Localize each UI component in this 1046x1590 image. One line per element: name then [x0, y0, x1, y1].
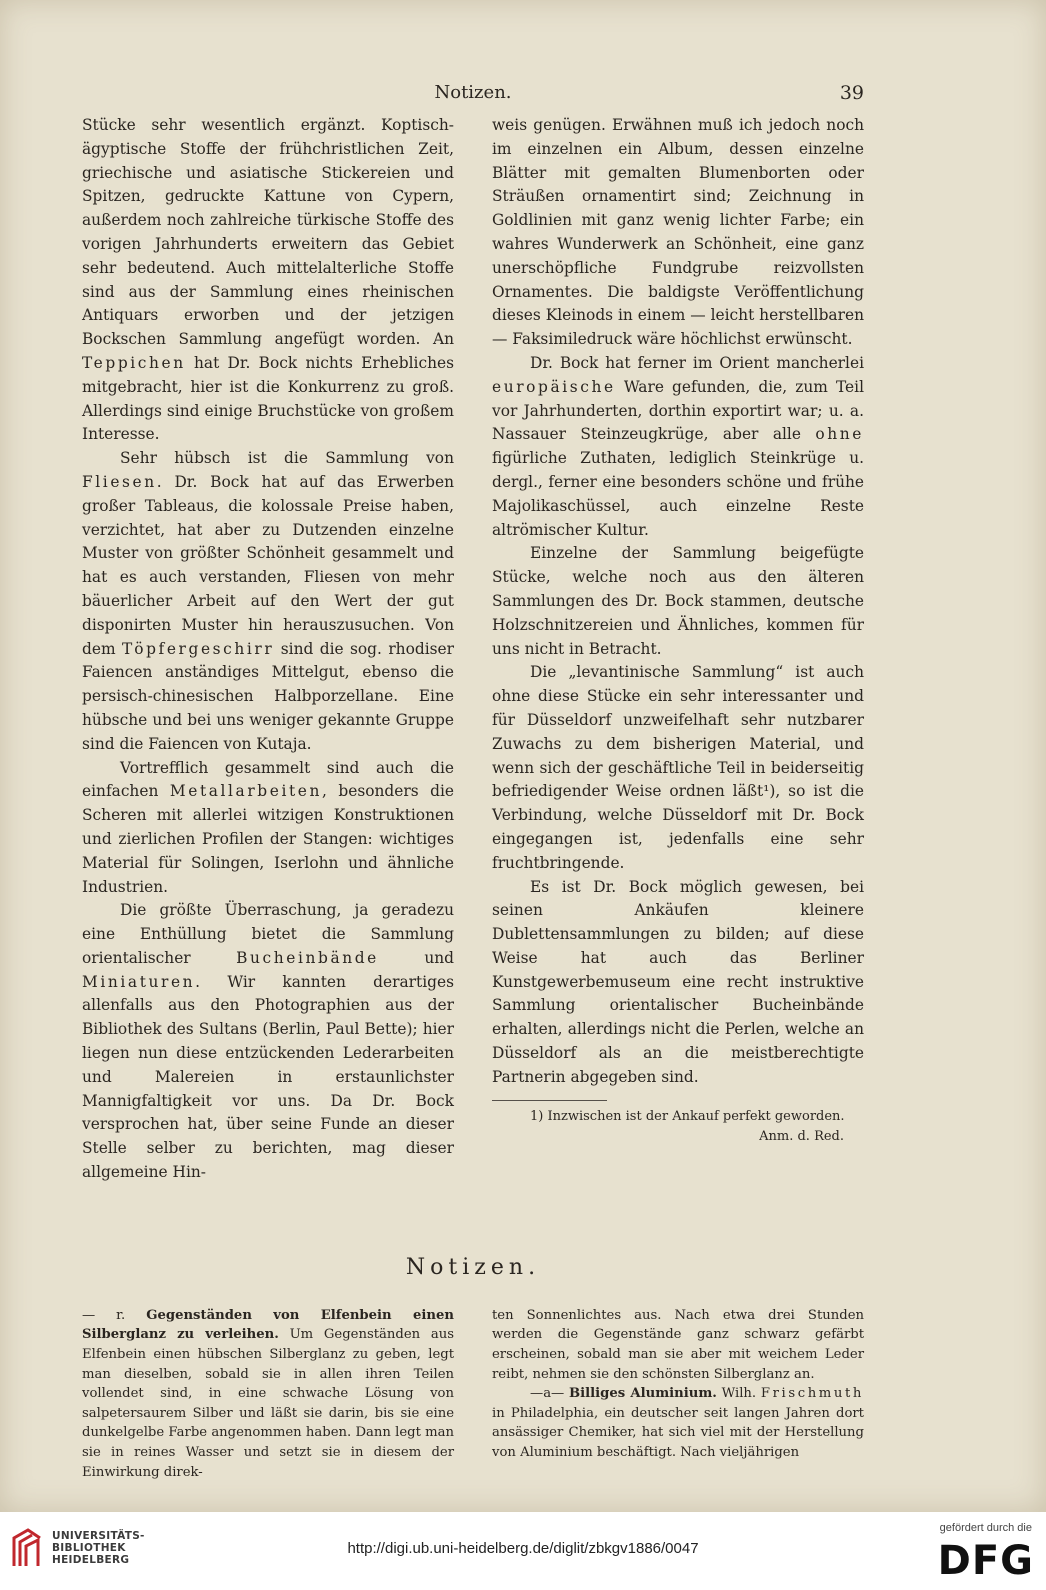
paragraph: — r. Gegenständen von Elfenbein einen Silberglanz zu verleihen. Um Gegenständen aus Elfenbein einen hübschen Silberglanz zu geben, legt man dieselben, sobald sie in allen ihren Teilen vollendet sind, in eine schwache Lösung von salpetersaurem Silber und läßt sie darin, bis sie eine dunkelgelbe Farbe angenommen haben. Dann legt man sie in reines Wasser und setzt sie in diesem der Einwirkung direk- — [82, 1307, 454, 1480]
lead-heading: Gegenständen von Elfenbein einen Silberglanz zu verleihen. — [82, 1307, 454, 1343]
paragraph: Stücke sehr wesentlich ergänzt. Koptisch-ägyptische Stoffe der frühchristlichen Zeit, griechische und asiatische Stickereien und Spitzen, gedruckte Kattune von Cypern, außerdem noch zahlreiche türkische Stoffe des vorigen Jahrhunderts erweitern das Gebiet sehr bedeutend. Auch mittelalterliche Stoffe sind aus der Sammlung eines rheinischen Antiquars erworben und der jetzigen Bockschen Sammlung angefügt worden. An Teppichen hat Dr. Bock nichts Erhebliches mitgebracht, hier ist die Konkurrenz zu groß. Allerdings sind einige Bruchstücke von großem Interesse. — [82, 116, 454, 444]
spaced-emphasis: Metallarbeiten — [169, 782, 322, 801]
spaced-emphasis: ohne — [815, 425, 864, 444]
notizen-left-column — [82, 1306, 454, 1482]
page-number: 39 — [839, 82, 864, 104]
running-head — [82, 78, 864, 108]
notizen-columns — [82, 1306, 864, 1482]
permalink-url[interactable]: http://digi.ub.uni-heidelberg.de/diglit/zbkgv1886/0047 — [347, 1540, 699, 1557]
funded-by-label: gefördert durch die — [939, 1522, 1032, 1534]
article-left-column — [82, 114, 454, 1185]
spaced-emphasis: Bucheinbände — [236, 948, 379, 967]
footnote: 1) Inzwischen ist der Ankauf perfekt geworden. — [530, 1108, 845, 1124]
lead-heading: Billiges Aluminium. — [569, 1386, 717, 1402]
dfg-logo[interactable]: DFG — [937, 1538, 1034, 1584]
institution-line-2: BIBLIOTHEK — [52, 1542, 126, 1554]
spaced-emphasis: Teppichen — [82, 353, 186, 372]
spaced-emphasis: europäische — [492, 377, 616, 396]
footer-bar — [0, 1512, 1046, 1590]
article-right-column-wrap — [492, 114, 864, 1185]
footnote-signature: Anm. d. Red. — [759, 1128, 844, 1144]
paragraph: Vortrefflich gesammelt sind auch die einfachen Metallarbeiten, besonders die Scheren mit allerlei witzigen Konstruktionen und zierlichen Profilen der Stangen: wichtiges Material für Solingen, Iserlohn und ähnliche Industrien. — [82, 758, 454, 896]
notizen-right-column — [492, 1306, 864, 1482]
spaced-emphasis: Fliesen — [82, 472, 157, 491]
spaced-emphasis: Miniaturen — [82, 972, 196, 991]
paragraph: Die größte Überraschung, ja geradezu eine Enthüllung bietet die Sammlung orientalischer Bucheinbände und Miniaturen. Wir kannten derartiges allenfalls aus den Photographien aus der Bibliothek des Sultans (Berlin, Paul Bette); hier liegen nun diese entzückenden Lederarbeiten und Malereien in erstaunlichster Mannigfaltigkeit vor uns. Da Dr. Bock versprochen hat, über seine Funde an dieser Stelle selber zu berichten, mag dieser allgemeine Hin- — [82, 901, 454, 1182]
footnote-rule — [492, 1100, 607, 1101]
paragraph: ten Sonnenlichtes aus. Nach etwa drei Stunden werden die Gegenstände ganz schwarz gefärbt erscheinen, sobald man sie aber mit weichem Leder reibt, nehmen sie den schönsten Silberglanz an. — [492, 1307, 864, 1382]
paragraph: Sehr hübsch ist die Sammlung von Fliesen. Dr. Bock hat auf das Erwerben großer Tableaus, die kolossale Preise haben, verzichtet, hat aber zu Dutzenden einzelne Muster von größter Schönheit gesammelt und hat es auch verstanden, Fliesen von mehr bäuerlicher Arbeit auf den Wert der gut disponirten Muster hin herauszusuchen. Von dem Töpfergeschirr sind die sog. rhodiser Faiencen anständiges Mittelgut, ebenso die persisch-chinesischen Halbporzellane. Eine hübsche und bei uns weniger gekannte Gruppe sind die Faiencen von Kutaja. — [82, 449, 454, 753]
paragraph: Dr. Bock hat ferner im Orient mancherlei europäische Ware gefunden, die, zum Teil vor Jahrhunderten, dorthin exportirt war; u. a. Nassauer Steinzeugkrüge, aber alle ohne figürliche Zuthaten, lediglich Steinkrüge u. dergl., ferner eine besonders schöne und frühe Majolikaschüssel, auch einzelne Reste altrömischer Kultur. — [492, 353, 864, 539]
article-columns — [82, 114, 864, 1185]
paragraph: Es ist Dr. Bock möglich gewesen, bei seinen Ankäufen kleinere Dublettensammlungen zu bilden; auf diese Weise hat auch das Berliner Kunstgewerbemuseum eine recht instruktive Sammlung orientalischer Bucheinbände erhalten, allerdings nicht die Perlen, welche an Düsseldorf als an die meistberechtigte Partnerin abgegeben sind. — [492, 877, 864, 1086]
section-heading: Notizen. — [405, 1254, 541, 1280]
article-right-column — [492, 114, 864, 1090]
paragraph: weis genügen. Erwähnen muß ich jedoch noch im einzelnen ein Album, dessen einzelne Blätter mit gemalten Blumenborten oder Sträußen ornamentirt sind; Zeichnung in Goldlinien mit ganz wenig lichter Farbe; ein wahres Wunderwerk an Schönheit, eine ganz unerschöpfliche Fundgrube reizvollsten Ornamentes. Die baldigste Veröffentlichung dieses Kleinods in einem — leicht herstellbaren — Faksimiledruck wäre höchlichst erwünscht. — [492, 116, 864, 349]
paragraph: Einzelne der Sammlung beigefügte Stücke, welche noch aus den älteren Sammlungen des Dr. Bock stammen, deutsche Holzschnitzereien und Ähnliches, kommen für uns nicht in Betracht. — [492, 544, 864, 658]
paragraph: —a— Billiges Aluminium. Wilh. Frischmuth in Philadelphia, ein deutscher seit langen Jahren dort ansässiger Chemiker, hat sich viel mit der Herstellung von Aluminium beschäftigt. Nach vieljährigen — [492, 1386, 864, 1461]
institution-line-3: HEIDELBERG — [52, 1554, 130, 1566]
running-head-title: Notizen. — [434, 82, 512, 103]
page-content — [82, 78, 864, 1482]
paragraph: Die „levantinische Sammlung“ ist auch ohne diese Stücke ein sehr interessanter und für Düsseldorf unzweifelhaft sehr nutzbarer Zuwachs zu dem bisherigen Material, und wenn sich der geschäftliche Teil in beiderseitig befriedigender Weise ordnen läßt¹), so ist die Verbindung, welche Düsseldorf mit Dr. Bock eingegangen ist, jedenfalls eine sehr fruchtbringende. — [492, 663, 864, 872]
institution-line-1: UNIVERSITÄTS- — [52, 1530, 145, 1542]
spaced-emphasis: Frischmuth — [760, 1386, 864, 1402]
spaced-emphasis: Töpfergeschirr — [121, 639, 275, 658]
